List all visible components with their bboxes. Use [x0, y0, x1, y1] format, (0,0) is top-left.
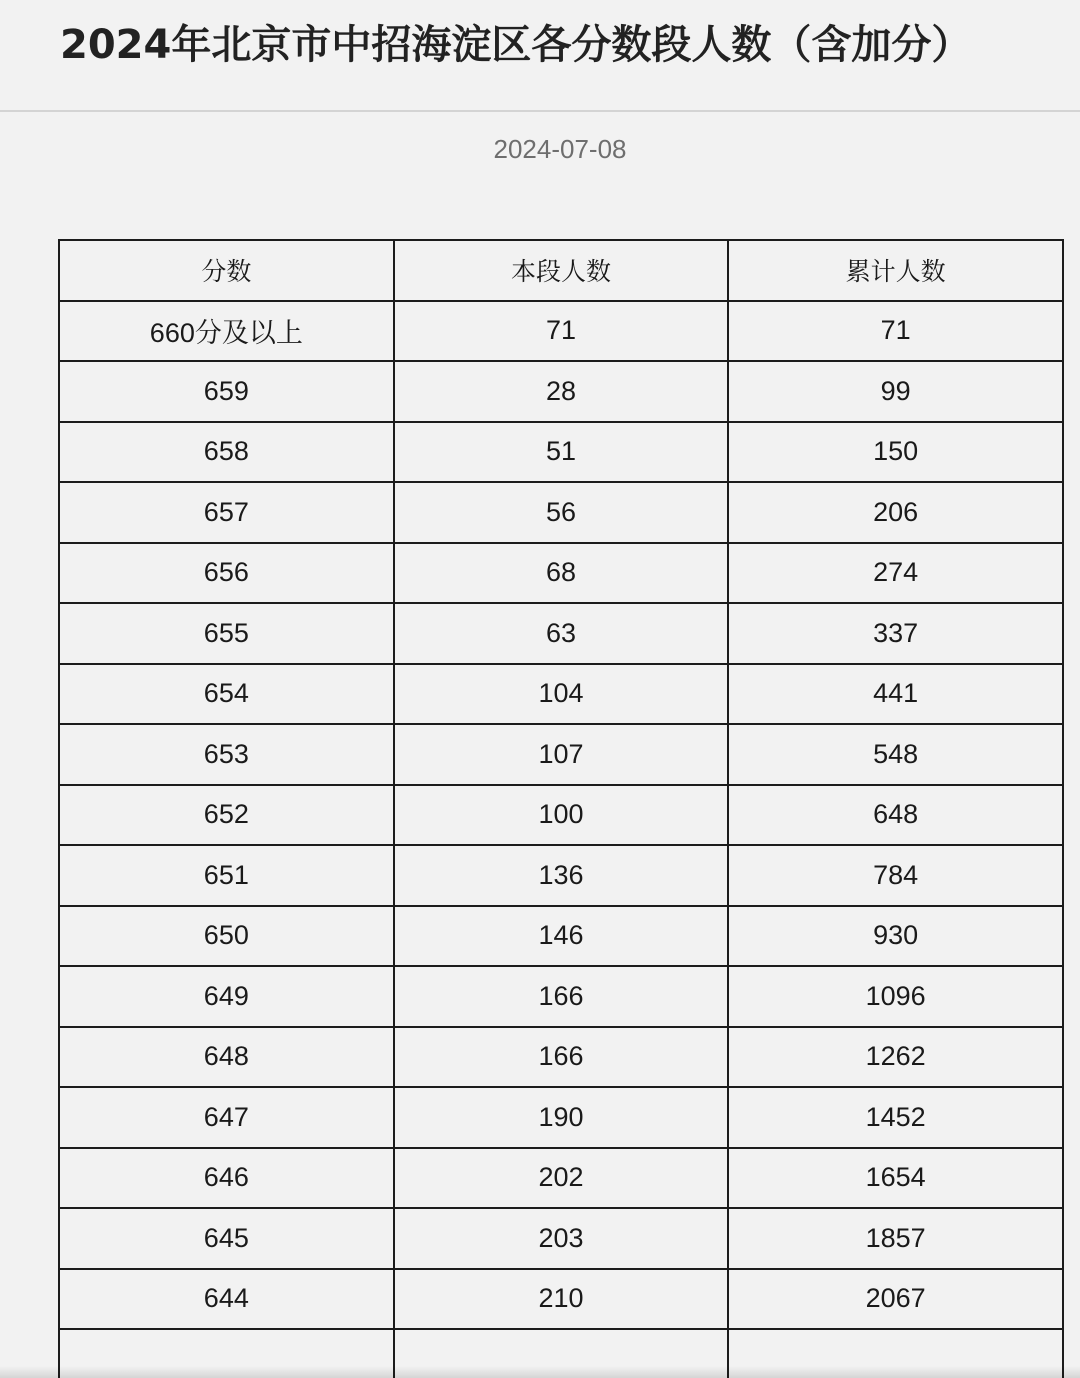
- cell-score: 656: [59, 543, 394, 604]
- cell-segment-count: 100: [394, 785, 729, 846]
- cell-score: 654: [59, 664, 394, 725]
- cell-score: 651: [59, 845, 394, 906]
- page-title: 2024年北京市中招海淀区各分数段人数（含加分）: [60, 22, 972, 68]
- cell-cumulative-count: 548: [728, 724, 1063, 785]
- header-score: 分数: [59, 240, 394, 301]
- cell-cumulative-count: 150: [728, 422, 1063, 483]
- table-row: [59, 724, 1063, 785]
- table-row: [59, 603, 1063, 664]
- cell-segment-count: 210: [394, 1269, 729, 1330]
- table-row: [59, 301, 1063, 362]
- cell-score: 657: [59, 482, 394, 543]
- table-row: [59, 1148, 1063, 1209]
- cell-segment-count: 190: [394, 1087, 729, 1148]
- table-header: [59, 240, 1063, 301]
- cell-score: 650: [59, 906, 394, 967]
- publish-date: 2024-07-08: [493, 134, 627, 164]
- cell-segment-count: 56: [394, 482, 729, 543]
- cell-score: 647: [59, 1087, 394, 1148]
- cell-cumulative-count: 2067: [728, 1269, 1063, 1330]
- table-row: [59, 422, 1063, 483]
- cell-cumulative-count: 784: [728, 845, 1063, 906]
- cell-score: 646: [59, 1148, 394, 1209]
- table-row: [59, 966, 1063, 1027]
- cell-cumulative-count: 71: [728, 301, 1063, 362]
- cell-segment-count: 166: [394, 1027, 729, 1088]
- cell-segment-count: 136: [394, 845, 729, 906]
- title-divider: [0, 110, 1080, 112]
- cell-cumulative-count: 1096: [728, 966, 1063, 1027]
- table-row: [59, 845, 1063, 906]
- header-segment-count: 本段人数: [394, 240, 729, 301]
- table-row: [59, 1208, 1063, 1269]
- table-body: [59, 301, 1063, 1378]
- table-row: [59, 482, 1063, 543]
- cell-score: 653: [59, 724, 394, 785]
- header-row: [59, 240, 1063, 301]
- cell-cumulative-count: 1262: [728, 1027, 1063, 1088]
- table-row: [59, 1269, 1063, 1330]
- cell-cumulative-count: 274: [728, 543, 1063, 604]
- cell-segment-count: 71: [394, 301, 729, 362]
- cell-segment-count: 51: [394, 422, 729, 483]
- cell-cumulative-count: 206: [728, 482, 1063, 543]
- table-row: [59, 1087, 1063, 1148]
- cell-segment-count: 104: [394, 664, 729, 725]
- cell-cumulative-count: 1857: [728, 1208, 1063, 1269]
- scroll-shadow: [0, 1366, 1080, 1378]
- cell-cumulative-count: 648: [728, 785, 1063, 846]
- cell-score: 659: [59, 361, 394, 422]
- table-row: [59, 785, 1063, 846]
- table-row: [59, 906, 1063, 967]
- cell-segment-count: 63: [394, 603, 729, 664]
- table-row: [59, 543, 1063, 604]
- cell-score: 648: [59, 1027, 394, 1088]
- cell-cumulative-count: 1654: [728, 1148, 1063, 1209]
- cell-segment-count: 202: [394, 1148, 729, 1209]
- table-row: [59, 361, 1063, 422]
- cell-cumulative-count: 441: [728, 664, 1063, 725]
- cell-cumulative-count: 1452: [728, 1087, 1063, 1148]
- cell-score: 655: [59, 603, 394, 664]
- cell-score: 645: [59, 1208, 394, 1269]
- cell-segment-count: 28: [394, 361, 729, 422]
- cell-segment-count: 68: [394, 543, 729, 604]
- cell-score: 658: [59, 422, 394, 483]
- cell-segment-count: 166: [394, 966, 729, 1027]
- cell-cumulative-count: 337: [728, 603, 1063, 664]
- table-row: [59, 1027, 1063, 1088]
- cell-score: 652: [59, 785, 394, 846]
- cell-segment-count: 203: [394, 1208, 729, 1269]
- cell-segment-count: 146: [394, 906, 729, 967]
- table-row: [59, 664, 1063, 725]
- header-cumulative-count: 累计人数: [728, 240, 1063, 301]
- cell-cumulative-count: 930: [728, 906, 1063, 967]
- cell-cumulative-count: 99: [728, 361, 1063, 422]
- cell-segment-count: 107: [394, 724, 729, 785]
- cell-score: 660分及以上: [59, 301, 394, 362]
- cell-score: 644: [59, 1269, 394, 1330]
- cell-score: 649: [59, 966, 394, 1027]
- score-distribution-table: [58, 239, 1064, 1378]
